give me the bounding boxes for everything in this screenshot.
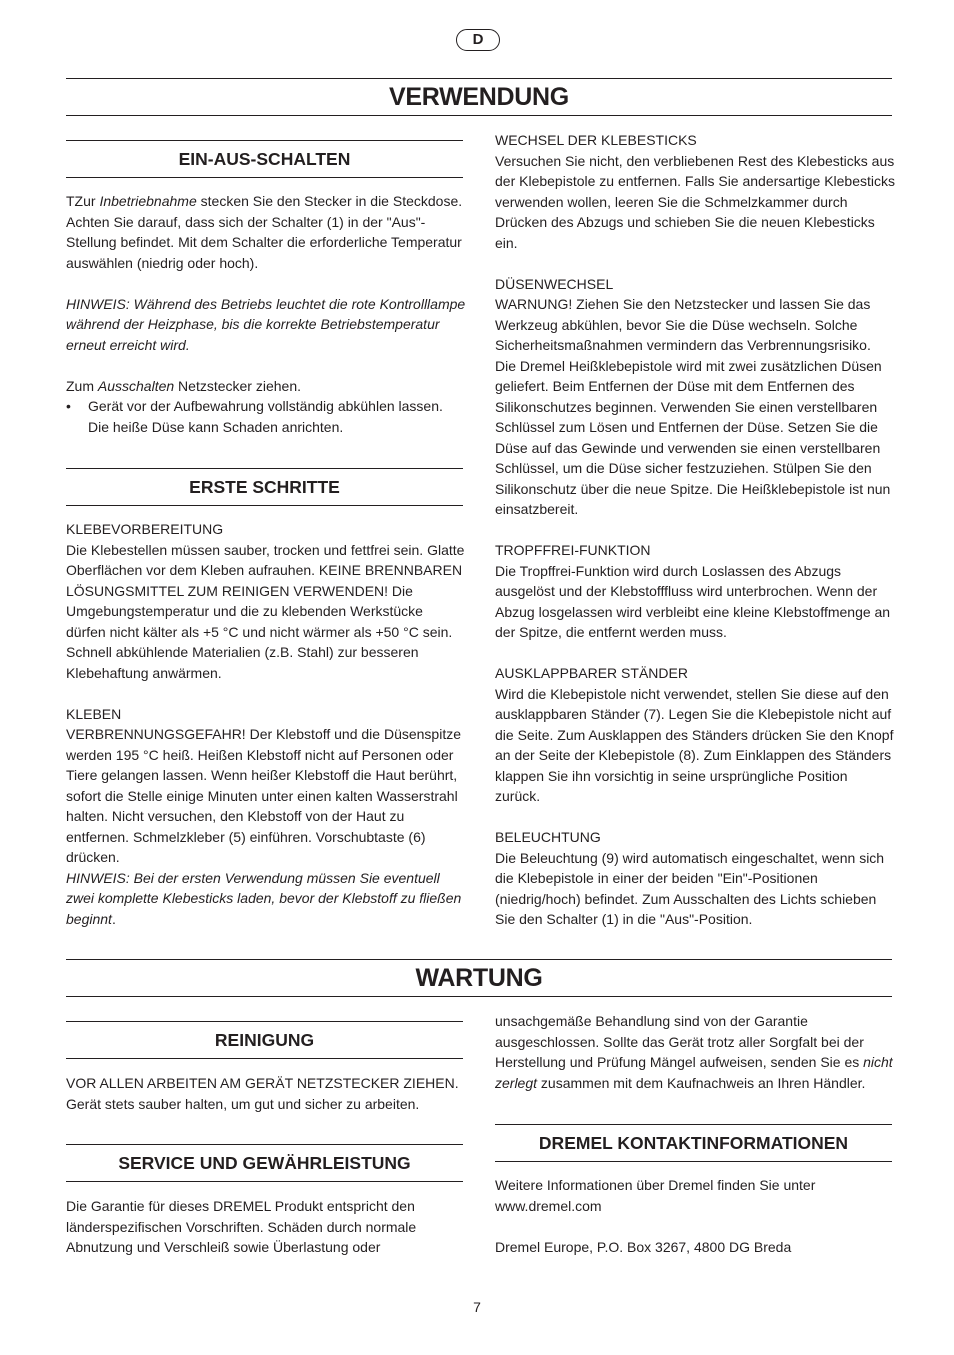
subheading-klebevorbereitung: KLEBEVORBEREITUNG [66,521,224,537]
kontakt-body [495,1175,895,1257]
subheading-staender: AUSKLAPPBARER STÄNDER [495,665,688,681]
service-text-right: unsachgemäße Behandlung sind von der Garantie ausgeschlossen. Sollte das Gerät trotz aller Sorgfalt bei der Herstellung und Prüfung Mängel aufweisen, senden Sie es nicht zerlegt zusammen mit dem Kaufnachweis an Ihren Händler. [495,1013,893,1091]
heading-ein-aus-schalten: EIN-AUS-SCHALTEN [66,140,463,178]
subheading-wechsel: WECHSEL DER KLEBESTICKS [495,132,697,148]
service-text-left: Die Garantie für dieses DREMEL Produkt entspricht den länderspezifischen Vorschriften. Schäden durch normale Abnutzung und Verschleiß sowie Überlastung oder [66,1198,417,1255]
klebevorbereitung-text: Die Klebestellen müssen sauber, trocken und fettfrei sein. Glatte Oberflächen vor dem Kleben aufrauhen. KEINE BRENNBAREN LÖSUNGSMITTEL ZUM REINIGEN VERWENDEN! Die Umgebungstemperatur und die zu klebenden Werkstücke dürfen nicht kälter als +5 °C und nicht wärmer als +50 °C sein. Schnell abkühlende Materialien (z.B. Stahl) zur besseren Klebehaftung anwärmen. [66,541,465,681]
heading-kontakt: DREMEL KONTAKTINFORMATIONEN [495,1124,892,1162]
emphasis-ausschalten: Ausschalten [97,377,175,394]
ein-aus-body [66,191,466,437]
subheading-tropffrei: TROPFFREI-FUNKTION [495,542,651,558]
kleben-text: VERBRENNUNGSGEFAHR! Der Klebstoff und die Düsenspitze werden 195 °C heiß. Heißen Klebstoff nicht auf Personen oder Tiere gelangen lassen. Wenn heißer Klebstoff die Haut berührt, sofort die Stelle einige Minuten unter einen kalten Wasserstrahl halten. Nicht versuchen, den Klebstoff von der Haut zu entfernen. Schmelzkleber (5) einführen. Vorschubtaste (6) drücken. [66,726,462,865]
section-title-verwendung: VERWENDUNG [66,78,892,116]
ausschalten-paragraph: Zum Ausschalten Netzstecker ziehen. [66,377,302,394]
subheading-beleuchtung: BELEUCHTUNG [495,829,601,845]
kleben-note: HINWEIS: Bei der ersten Verwendung müssen Sie eventuell zwei komplette Klebesticks laden, bevor der Klebstoff zu fließen beginnt. [66,869,462,927]
staender-text: Wird die Klebepistole nicht verwendet, stellen Sie diese auf den ausklappbaren Ständer (7). Legen Sie die Klebepistole nicht auf die Seite. Zum Ausklappen des Ständers drücken Sie den Knopf an der Seite der Klebepistole (8). Zum Einklappen des Ständers klappen Sie ihn vorsichtig in seine ursprüngliche Position zurück. [495,685,894,804]
subheading-duesenwechsel: DÜSENWECHSEL [495,275,614,292]
wechsel-text: Versuchen Sie nicht, den verbliebenen Rest des Klebesticks aus der Klebepistole zu entfernen. Falls Sie andersartige Klebesticks verwenden wollen, leeren Sie die Schmelzkammer durch Drücken des Abzugs und schieben Sie die neuen Klebesticks ein. [495,152,895,251]
page-number: 7 [473,1299,481,1315]
duesenwechsel-text: WARNUNG! Ziehen Sie den Netzstecker und lassen Sie das Werkzeug abkühlen, bevor Sie die Düse wechseln. Solche Sicherheitsmaßnahmen vermindern das Verbrennungsrisiko. Die Dremel Heißklebepistole wird mit zwei zusätzlichen Düsen geliefert. Beim Entfernen der Düse mit dem Entfernen des Silikonschutzes beginnen. Verwenden Sie einen verstellbaren Schlüssel zum Lösen und Entfernen der Düse. Setzen Sie die Düse auf das Gewinde und verwenden sie einen verstellbaren Schlüssel, um die Düse sicher festzuziehen. Stülpen Sie den Silikonschutz über die neue Spitze. Die Heißklebepistole ist nun einsatzbereit. [495,296,891,517]
ein-aus-note: HINWEIS: Während des Betriebs leuchtet die rote Kontrolllampe während der Heizphase, bis die korrekte Betriebstemperatur erneut erreicht wird. [66,295,466,353]
kontakt-text: Weitere Informationen über Dremel finden Sie unter www.dremel.com [495,1177,816,1214]
verwendung-right-column [495,130,895,930]
heading-reinigung: REINIGUNG [66,1021,463,1059]
beleuchtung-text: Die Beleuchtung (9) wird automatisch eingeschaltet, wenn sich die Klebepistole in einer der beiden "Ein"-Positionen (niedrig/hoch) befindet. Zum Ausschalten des Lichts schieben Sie den Schalter (1) in die "Aus"-Position. [495,849,885,927]
heading-erste-schritte: ERSTE SCHRITTE [66,468,463,506]
emphasis-nicht-zerlegt: nicht zerlegt [495,1054,893,1091]
erste-schritte-body [66,519,466,929]
reinigung-body [66,1073,466,1114]
service-body-left [66,1196,466,1258]
section-title-wartung: WARTUNG [66,959,892,997]
emphasis-inbetriebnahme: Inbetriebnahme [99,193,197,209]
language-badge: D [456,29,500,51]
reinigung-text: VOR ALLEN ARBEITEN AM GERÄT NETZSTECKER ZIEHEN. Gerät stets sauber halten, um gut und sicher zu arbeiten. [66,1075,459,1112]
ein-aus-paragraph: TZur Inbetriebnahme stecken Sie den Stecker in die Steckdose. Achten Sie darauf, dass sich der Schalter (1) in der "Aus"-Stellung befindet. Mit dem Schalter die erforderliche Temperatur auswählen (niedrig oder hoch). [66,193,463,271]
bullet-item-abkuehlen: • Gerät vor der Aufbewahrung vollständig abkühlen lassen. Die heiße Düse kann Schaden anrichten. [66,396,466,437]
subheading-kleben: KLEBEN [66,705,122,722]
tropffrei-text: Die Tropffrei-Funktion wird durch Loslassen des Abzugs ausgelöst und der Klebstofffluss wird unterbrochen. Wenn der Abzug losgelassen wird verbleibt eine kleine Klebstoffmenge an der Spitze, die entfernt werden muss. [495,562,891,640]
kontakt-address: Dremel Europe, P.O. Box 3267, 4800 DG Breda [495,1238,792,1255]
service-body-right [495,1011,895,1093]
heading-service: SERVICE UND GEWÄHRLEISTUNG [66,1144,463,1182]
